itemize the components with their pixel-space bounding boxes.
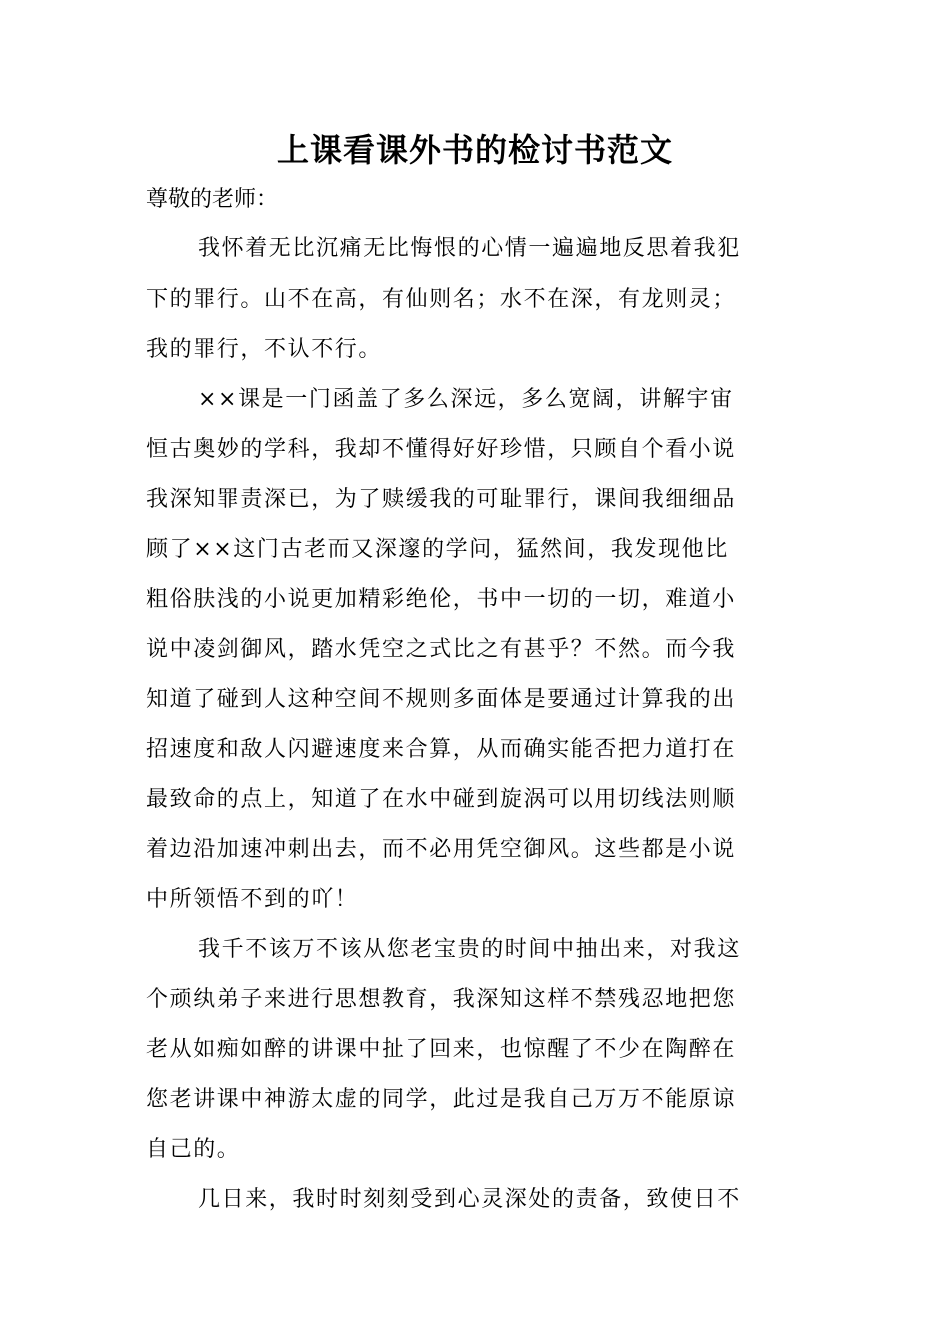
body-line: ××课是一门函盖了多么深远，多么宽阔，讲解宇宙 bbox=[198, 387, 734, 412]
body-line: 个顽纨弟子来进行思想教育，我深知这样不禁残忍地把您 bbox=[146, 987, 737, 1012]
body-line: 恒古奥妙的学科，我却不懂得好好珍惜，只顾自个看小说 bbox=[146, 437, 737, 462]
body-line: 您老讲课中神游太虚的同学，此过是我自己万万不能原谅 bbox=[146, 1087, 737, 1112]
body-line: 我深知罪责深已，为了赎缓我的可耻罪行，课间我细细品 bbox=[146, 487, 737, 512]
body-line: 下的罪行。山不在高，有仙则名；水不在深，有龙则灵； bbox=[146, 287, 737, 312]
body-line: 粗俗肤浅的小说更加精彩绝伦，书中一切的一切，难道小 bbox=[146, 587, 737, 612]
body-line: 招速度和敌人闪避速度来合算，从而确实能否把力道打在 bbox=[146, 737, 737, 762]
body-line: 知道了碰到人这种空间不规则多面体是要通过计算我的出 bbox=[146, 687, 737, 712]
body-line: 我的罪行，不认不行。 bbox=[146, 337, 383, 362]
body-line: 中所领悟不到的吖！ bbox=[146, 887, 359, 912]
body-line: 几日来，我时时刻刻受到心灵深处的责备，致使日不 bbox=[198, 1187, 741, 1212]
body-line: 顾了××这门古老而又深邃的学问，猛然间，我发现他比 bbox=[146, 537, 729, 562]
greeting-line: 尊敬的老师： bbox=[146, 187, 279, 212]
body-line: 着边沿加速冲刺出去，而不必用凭空御风。这些都是小说 bbox=[146, 837, 737, 862]
body-line: 最致命的点上，知道了在水中碰到旋涡可以用切线法则顺 bbox=[146, 787, 737, 812]
body-line: 说中凌剑御风，踏水凭空之式比之有甚乎？不然。而今我 bbox=[146, 637, 737, 662]
body-line: 我怀着无比沉痛无比悔恨的心情一遍遍地反思着我犯 bbox=[198, 236, 741, 261]
body-line: 自己的。 bbox=[146, 1137, 241, 1162]
body-line: 我千不该万不该从您老宝贵的时间中抽出来，对我这 bbox=[198, 937, 741, 962]
body-line: 老从如痴如醉的讲课中扯了回来，也惊醒了不少在陶醉在 bbox=[146, 1037, 737, 1062]
document-title: 上课看课外书的检讨书范文 bbox=[276, 131, 673, 169]
